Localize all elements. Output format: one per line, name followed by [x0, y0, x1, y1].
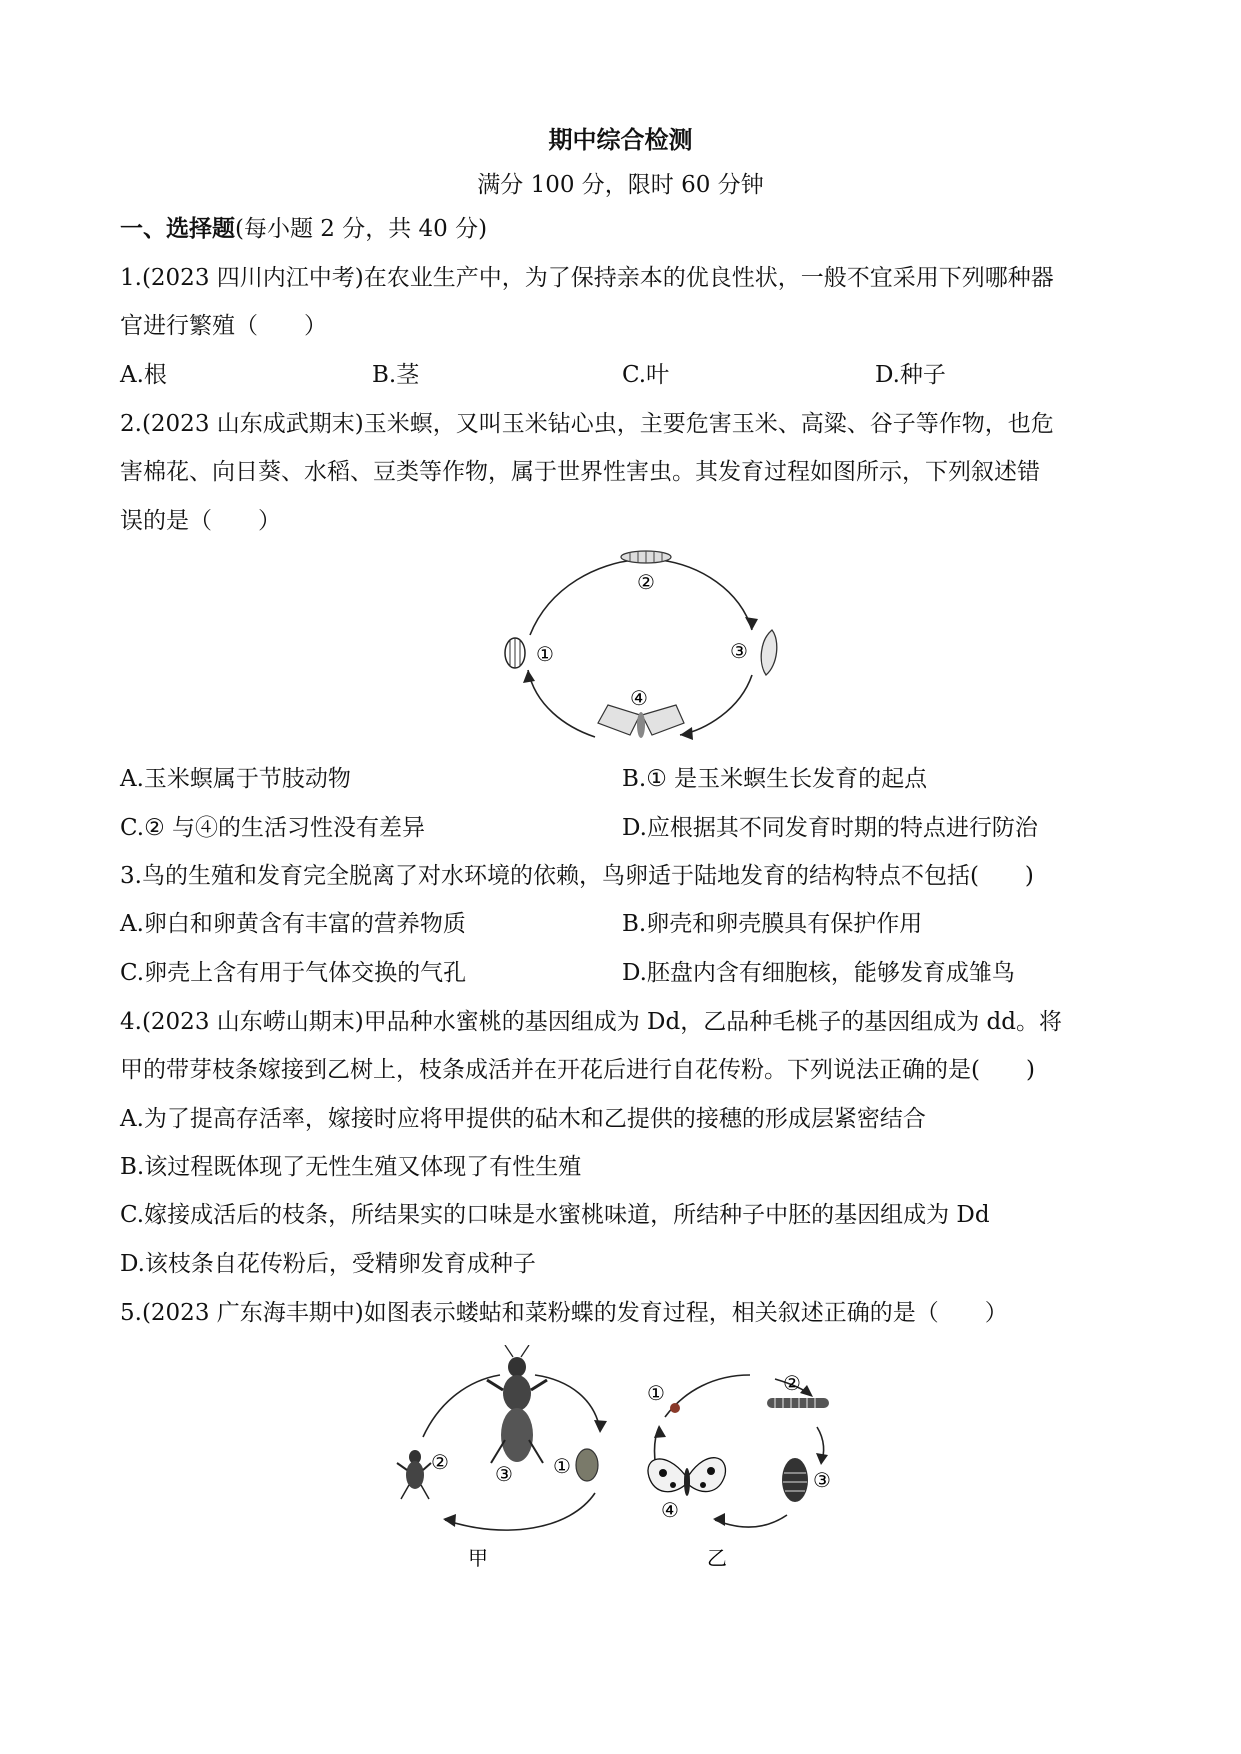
egg-icon [505, 638, 525, 668]
caterpillar-icon [767, 1398, 829, 1408]
q3-option-a: A.卵白和卵黄含有丰富的营养物质 [120, 911, 466, 937]
q4-option-a: A.为了提高存活率，嫁接时应将甲提供的砧木和乙提供的接穗的形成层紧密结合 [120, 1106, 926, 1132]
q4-option-d: D.该枝条自花传粉后，受精卵发育成种子 [120, 1251, 536, 1277]
section-note: (每小题 2 分，共 40 分) [235, 216, 488, 242]
q4-line2: 甲的带芽枝条嫁接到乙树上，枝条成活并在开花后进行自花传粉。下列说法正确的是( ) [120, 1057, 1035, 1083]
pupa-icon [761, 630, 777, 675]
butterfly-icon [648, 1458, 725, 1496]
larva-icon [621, 551, 671, 563]
q2-line3: 误的是（ ） [120, 508, 281, 534]
q5-fig-b-label-2: ② [783, 1371, 801, 1395]
q2-option-d: D.应根据其不同发育时期的特点进行防治 [622, 815, 1038, 841]
q5-fig-b-label-3: ③ [813, 1468, 831, 1492]
q1-line1: 1.(2023 四川内江中考)在农业生产中，为了保持亲本的优良性状，一般不宜采用下列哪种器 [120, 265, 1054, 291]
page-subtitle: 满分 100 分，限时 60 分钟 [477, 172, 764, 198]
butterfly-lifecycle-figure [645, 1345, 865, 1570]
q5-fig-a-label-1: ① [553, 1454, 571, 1478]
q3-option-d: D.胚盘内含有细胞核，能够发育成雏鸟 [622, 960, 1015, 986]
q3-option-b: B.卵壳和卵壳膜具有保护作用 [622, 911, 923, 937]
adult-cricket-icon [487, 1345, 547, 1463]
q2-line2: 害棉花、向日葵、水稻、豆类等作物，属于世界性害虫。其发育过程如图所示，下列叙述错 [120, 459, 1040, 485]
q2-fig-label-3: ③ [730, 639, 748, 663]
q5-fig-a-label-2: ② [431, 1450, 449, 1474]
page-title: 期中综合检测 [548, 125, 693, 154]
butterfly-egg-icon [670, 1403, 680, 1413]
q2-option-a: A.玉米螟属于节肢动物 [120, 766, 351, 792]
q1-option-b: B.茎 [372, 362, 420, 388]
q4-option-b: B.该过程既体现了无性生殖又体现了有性生殖 [120, 1154, 582, 1180]
q2-fig-label-2: ② [637, 570, 655, 594]
q1-line2: 官进行繁殖（ ） [120, 313, 327, 339]
mole-cricket-lifecycle-figure [395, 1345, 635, 1570]
q1-option-d: D.种子 [875, 362, 946, 388]
q3-line1: 3.鸟的生殖和发育完全脱离了对水环境的依赖，鸟卵适于陆地发育的结构特点不包括( ) [120, 863, 1034, 889]
q3-option-c: C.卵壳上含有用于气体交换的气孔 [120, 960, 467, 986]
q4-option-c: C.嫁接成活后的枝条，所结果实的口味是水蜜桃味道，所结种子中胚的基因组成为 Dd [120, 1202, 990, 1228]
q5-fig-b-label-4: ④ [661, 1498, 679, 1522]
q2-fig-label-4: ④ [630, 686, 648, 710]
q5-fig-b-label-1: ① [647, 1381, 665, 1405]
q4-line1: 4.(2023 山东崂山期末)甲品种水蜜桃的基因组成为 Dd，乙品种毛桃子的基因组成为 dd。将 [120, 1009, 1062, 1035]
section-heading [120, 213, 487, 245]
cricket-egg-icon [576, 1449, 598, 1481]
section-name: 一、选择题 [120, 215, 235, 242]
q2-option-b: B.① 是玉米螟生长发育的起点 [622, 766, 928, 792]
q1-option-c: C.叶 [622, 362, 670, 388]
corn-borer-lifecycle-figure [490, 545, 790, 750]
nymph-icon [397, 1450, 431, 1499]
q2-line1: 2.(2023 山东成武期末)玉米螟，又叫玉米钻心虫，主要危害玉米、高粱、谷子等作物，也危 [120, 411, 1054, 437]
q2-option-c: C.② 与④的生活习性没有差异 [120, 815, 426, 841]
chrysalis-icon [782, 1458, 808, 1502]
q1-option-a: A.根 [120, 362, 167, 388]
q5-caption-b: 乙 [707, 1546, 727, 1570]
q2-fig-label-1: ① [536, 642, 554, 666]
q5-line1: 5.(2023 广东海丰期中)如图表示蝼蛄和菜粉蝶的发育过程，相关叙述正确的是（ ） [120, 1300, 1008, 1326]
q5-caption-a: 甲 [468, 1546, 488, 1570]
q5-fig-a-label-3: ③ [495, 1462, 513, 1486]
